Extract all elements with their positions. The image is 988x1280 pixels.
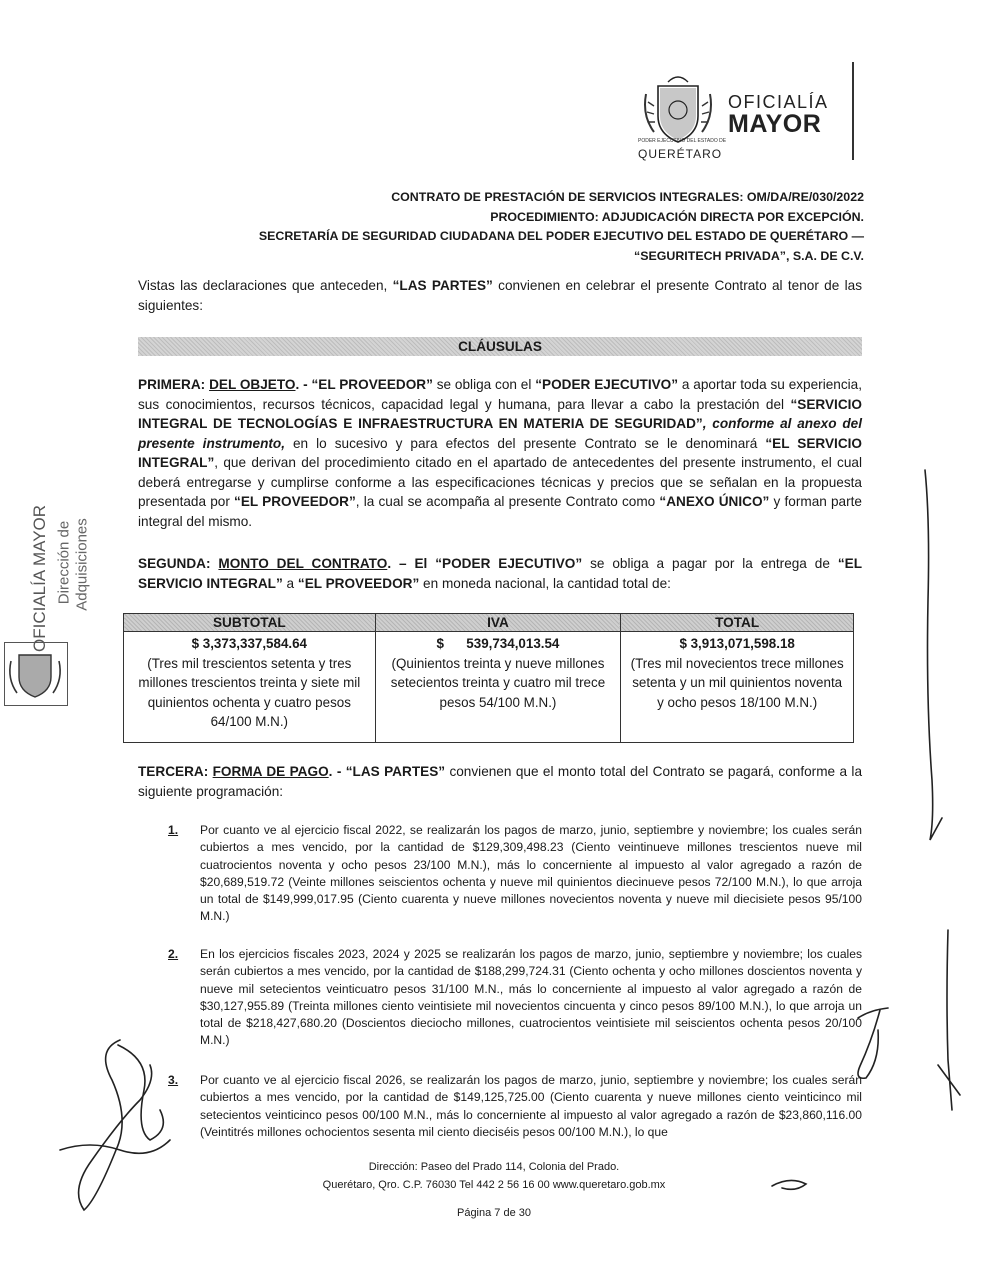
provider-line: “SEGURITECH PRIVADA”, S.A. DE C.V. — [634, 248, 864, 263]
subtotal-amount: $ 3,373,337,584.64 — [191, 636, 308, 651]
clause-sep: . – El — [387, 556, 436, 571]
header-divider — [852, 62, 854, 160]
clause-sep: . - — [328, 764, 346, 779]
intro-text: Vistas las declaraciones que anteceden, — [138, 278, 393, 293]
contract-heading — [259, 188, 864, 266]
logo-title-line1: OFICIALÍA — [728, 92, 829, 112]
intro-text-end: convienen en celebrar el presente Contrato al tenor de las siguientes: — [138, 278, 862, 313]
side-stamp — [0, 492, 91, 717]
clause-text: convienen que el monto total del Contrato se pagará, conforme a la siguiente programación: — [138, 764, 863, 799]
clause-text: en moneda nacional, la cantidad total de: — [419, 575, 671, 591]
header-iva: IVA — [375, 614, 621, 632]
bold-term: “EL SERVICIO INTEGRAL” — [138, 556, 862, 591]
bold-term: “ANEXO ÚNICO” — [659, 494, 770, 509]
subtotal-cell — [124, 632, 376, 743]
clause-text: y forman parte integral del mismo. — [138, 494, 862, 529]
logo-title-line2: MAYOR — [728, 110, 822, 138]
list-item-number: 2. — [168, 947, 179, 961]
clause-text: , que derivan del procedimiento citado en el apartado de antecedentes del presente instrumento, el cual deberá entregarse y cumplirse conforme a las especificaciones técnicas y precios que se señalan en la propuesta presentada por — [138, 455, 862, 509]
list-item — [168, 822, 862, 926]
clause-text: se obliga a pagar por la entrega de — [582, 556, 838, 571]
header-subtotal: SUBTOTAL — [124, 614, 376, 632]
bold-term: “SERVICIO INTEGRAL DE TECNOLOGÍAS E INFRAESTRUCTURA EN MATERIA DE SEGURIDAD” — [138, 396, 862, 431]
clause-heading: DEL OBJETO — [209, 377, 296, 392]
stamp-line2: Dirección de — [55, 520, 73, 605]
logo-state-name: QUERÉTARO — [638, 147, 723, 161]
list-item — [168, 946, 862, 1050]
table-header-row — [124, 614, 854, 632]
clause-text: a aportar toda su experiencia, sus conocimientos, recursos técnicos, capacidad legal y humana, para llevar a cabo la prestación del — [138, 377, 862, 412]
total-cell — [621, 632, 854, 743]
oficialia-mayor-logo — [638, 70, 868, 165]
clause-label: PRIMERA: — [138, 377, 210, 392]
bold-italic-term: , conforme al anexo del presente instrumento, — [138, 416, 862, 451]
stamp-title: OFICIALÍA MAYOR — [30, 504, 49, 652]
bold-term: “LAS PARTES” — [345, 764, 446, 779]
page-number: Página 7 de 30 — [456, 1207, 531, 1219]
iva-amount: $ 539,734,013.54 — [436, 636, 560, 651]
list-item-number: 1. — [168, 823, 179, 837]
bold-term: “EL PROVEEDOR” — [311, 377, 433, 392]
footer-address-line1: Dirección: Paseo del Prado 114, Colonia del Prado. — [368, 1161, 620, 1173]
list-item-number: 3. — [168, 1073, 179, 1087]
list-item — [168, 1072, 862, 1141]
clause-text: en lo sucesivo y para efectos del presente Contrato se le denominará — [285, 435, 766, 451]
clause-tercera — [138, 762, 862, 801]
clause-text: a — [282, 575, 298, 591]
table-row — [124, 632, 854, 743]
contract-amount-table — [123, 613, 854, 743]
total-amount: $ 3,913,071,598.18 — [679, 636, 795, 651]
clause-label: SEGUNDA: — [138, 556, 219, 571]
contract-number: CONTRATO DE PRESTACIÓN DE SERVICIOS INTEGRALES: OM/DA/RE/030/2022 — [391, 190, 864, 204]
footer-address — [0, 1158, 988, 1194]
procedure-line: PROCEDIMIENTO: ADJUDICACIÓN DIRECTA POR EXCEPCIÓN. — [490, 209, 864, 224]
clausulas-heading: CLÁUSULAS — [138, 337, 862, 356]
list-item-text: Por cuanto ve al ejercicio fiscal 2026, se realizarán los pagos de marzo, junio, septiembre y noviembre; los cuales serán cubiertos a mes vencido, por la cantidad de $149,125,725.00 (Ciento cuarenta y nueve millones ciento veinticinco mil setecientos veinticinco pesos 00/100 M.N., más lo concerniente al impuesto al valor agregado a razón de $23,860,116.00 (Veintitrés millones ochocientos sesenta mil ciento dieciséis pesos 00/100 M.N.), lo que — [200, 1073, 862, 1139]
bold-term: “EL PROVEEDOR” — [234, 494, 356, 509]
list-item-text: Por cuanto ve al ejercicio fiscal 2022, se realizarán los pagos de marzo, junio, septiembre y noviembre; los cuales serán cubiertos a mes vencido, por la cantidad de $129,309,498.23 (Ciento veintinueve millones trescientos nueve mil cuatrocientos noventa y ocho pesos 23/100 M.N.), más lo concerniente al impuesto al valor agregado a razón de $20,689,519.72 (Veinte millones seiscientos ochenta y nueve mil quinientos diecinueve pesos 72/100 M.N.), lo que arroja un total de $149,999,017.95 (Ciento cuarenta y nueve millones novecientos noventa y nueve mil diecisiete pesos 95/100 M.N.) — [200, 823, 862, 924]
clause-text: se obliga con el — [432, 377, 536, 392]
bold-term: “PODER EJECUTIVO” — [535, 377, 679, 392]
clause-sep: . - — [295, 377, 312, 392]
intro-parties: “LAS PARTES” — [392, 278, 493, 293]
clause-text: , la cual se acompaña al presente Contrato como — [355, 494, 660, 509]
bold-term: “EL PROVEEDOR” — [297, 575, 420, 591]
logo-subtitle: PODER EJECUTIVO DEL ESTADO DE — [638, 138, 727, 144]
bold-term: “PODER EJECUTIVO” — [435, 556, 583, 571]
clause-heading: MONTO DEL CONTRATO — [218, 556, 388, 571]
clause-label: TERCERA: — [138, 764, 213, 779]
stamp-line3: Adquisiciones — [73, 518, 91, 611]
list-item-text: En los ejercicios fiscales 2023, 2024 y 2025 se realizarán los pagos de marzo, junio, septiembre y noviembre; los cuales serán cubiertos a mes vencido, por la cantidad de $188,299,724.31 (Ciento ochenta y ocho millones doscientos noventa y nueve mil setecientos veinticuatro pesos 31/100 M.N., más lo concerniente al impuesto al valor agregado a razón de $30,127,955.89 (Treinta millones ciento veintisiete mil novecientos cincuenta y cinco pesos 89/100 M.N.), lo que arroja un total de $218,427,680.20 (Doscientos dieciocho millones, cuatrocientos veintisiete mil seiscientos ochenta pesos 20/100 M.N.) — [200, 947, 862, 1048]
clause-heading: FORMA DE PAGO — [212, 764, 329, 779]
parties-line: SECRETARÍA DE SEGURIDAD CIUDADANA DEL PODER EJECUTIVO DEL ESTADO DE QUERÉTARO — — [258, 229, 864, 243]
iva-words: (Quinientos treinta y nueve millones setecientos treinta y cuatro mil trece pesos 54/100 M.N.) — [390, 655, 606, 710]
intro-paragraph — [138, 276, 862, 315]
footer-address-line2: Querétaro, Qro. C.P. 76030 Tel 442 2 56 16 00 www.queretaro.gob.mx — [322, 1179, 666, 1191]
iva-cell — [375, 632, 621, 743]
bold-term: “EL SERVICIO INTEGRAL” — [138, 435, 862, 470]
header-total: TOTAL — [621, 614, 854, 632]
clause-segunda — [138, 554, 862, 593]
total-words: (Tres mil novecientos trece millones setenta y un mil quinientos noventa y ocho pesos 18/100 M.N.) — [630, 655, 844, 710]
clause-primera — [138, 375, 862, 531]
subtotal-words: (Tres mil trescientos setenta y tres millones trescientos treinta y siete mil quinientos ochenta y cuatro pesos 64/100 M.N.) — [138, 655, 361, 729]
